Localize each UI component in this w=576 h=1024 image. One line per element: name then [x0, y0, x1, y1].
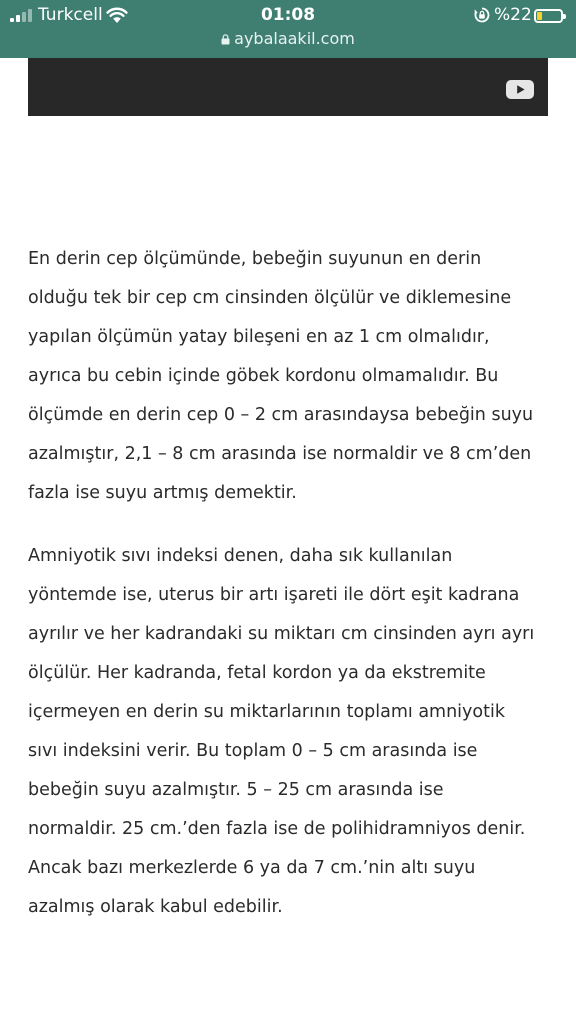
paragraph-deepest-pocket: [28, 240, 558, 513]
youtube-icon[interactable]: [506, 80, 534, 99]
text-line: bebeğin suyu azalmıştır. 5 – 25 cm arasında ise: [28, 780, 444, 800]
status-bar: [0, 4, 576, 26]
text-line: yöntemde ise, uterus bir artı işareti ile dört eşit kadrana: [28, 585, 520, 605]
text-line: fazla ise suyu artmış demektir.: [28, 483, 297, 503]
text-line: azalmış olarak kabul edebilir.: [28, 897, 283, 917]
carrier-name: Turkcell: [38, 5, 103, 25]
browser-top-bar: [0, 0, 576, 58]
text-line: Amniyotik sıvı indeksi denen, daha sık kullanılan: [28, 546, 453, 566]
text-line: En derin cep ölçümünde, bebeğin suyunun en derin: [28, 249, 482, 269]
battery-level-fill: [537, 12, 542, 20]
text-line: ayrıca bu cebin içinde göbek kordonu olmamalıdır. Bu: [28, 366, 499, 386]
text-line: yapılan ölçümün yatay bileşeni en az 1 cm olmalıdır,: [28, 327, 490, 347]
battery-percentage: %22: [494, 5, 532, 25]
paragraph-amniotic-index: [28, 537, 558, 927]
text-line: sıvı indeksini verir. Bu toplam 0 – 5 cm arasında ise: [28, 741, 478, 761]
address-bar[interactable]: [0, 28, 576, 50]
text-line: olduğu tek bir cep cm cinsinden ölçülür ve diklemesine: [28, 288, 512, 308]
text-line: ölçümde en derin cep 0 – 2 cm arasındaysa bebeğin suyu: [28, 405, 534, 425]
text-line: ayrılır ve her kadrandaki su miktarı cm cinsinden ayrı ayrı: [28, 624, 535, 644]
lock-icon: [221, 34, 230, 45]
text-line: azalmıştır, 2,1 – 8 cm arasında ise normaldir ve 8 cm’den: [28, 444, 532, 464]
clock-time: 01:08: [260, 5, 316, 25]
text-line: normaldir. 25 cm.’den fazla ise de polihidramniyos denir.: [28, 819, 526, 839]
embedded-video-player[interactable]: [28, 58, 548, 116]
text-line: ölçülür. Her kadranda, fetal kordon ya da ekstremite: [28, 663, 486, 683]
article-body: [28, 240, 558, 951]
rotation-lock-icon: [474, 7, 490, 23]
battery-icon: [534, 9, 563, 23]
url-text: aybalaakil.com: [234, 29, 355, 48]
text-line: Ancak bazı merkezlerde 6 ya da 7 cm.’nin altı suyu: [28, 858, 476, 878]
text-line: içermeyen en derin su miktarlarının toplamı amniyotik: [28, 702, 505, 722]
